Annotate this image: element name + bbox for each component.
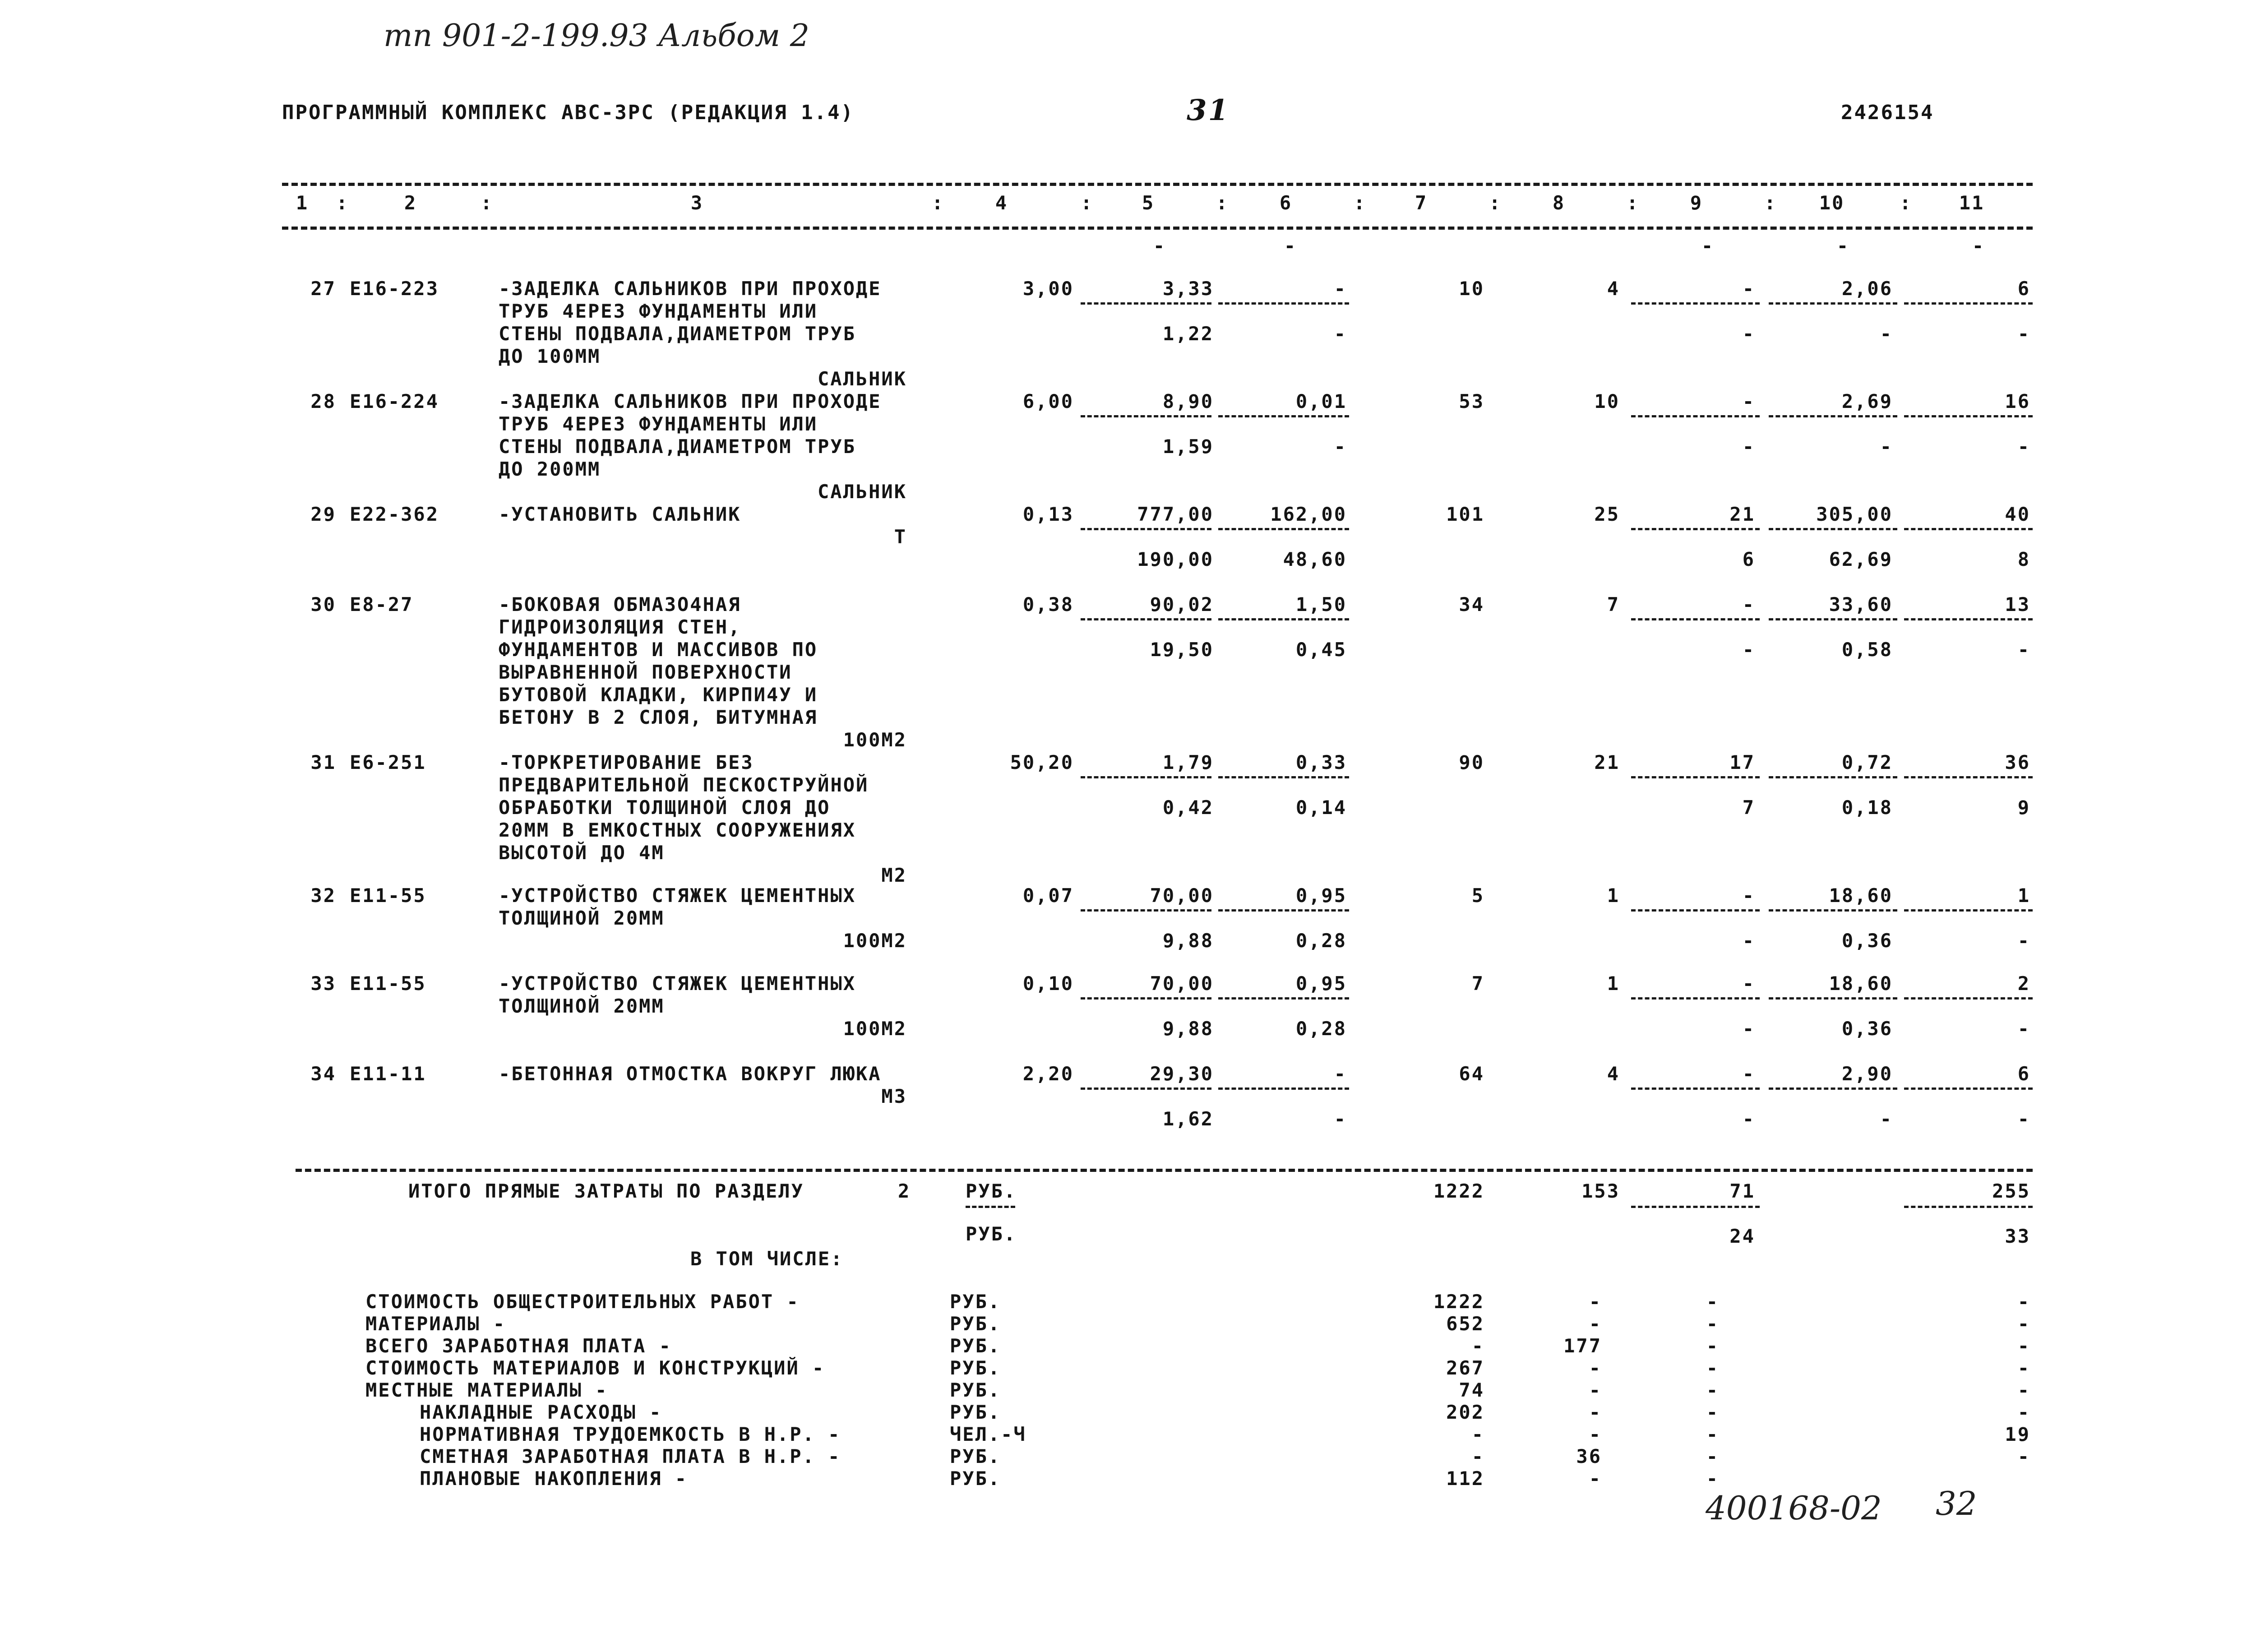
- row-unit: 100М2: [843, 1018, 907, 1040]
- wages-cost: 4: [1607, 1063, 1620, 1085]
- wages-cost: 1: [1607, 884, 1620, 907]
- total-cost: 10: [1459, 278, 1484, 300]
- handwritten-title: тп 901-2-199.93 Альбом 2: [384, 18, 809, 54]
- column-number: 11: [1959, 192, 1985, 214]
- row-description: ДО 100ММ: [499, 345, 601, 367]
- labor-total: 6: [2017, 278, 2030, 300]
- labor-total-machinists: -: [2017, 1108, 2030, 1130]
- labor-hours-machinists: 0,58: [1841, 639, 1893, 661]
- unit-cost-machine-wages: 0,14: [1295, 796, 1347, 819]
- labor-hours: 0,72: [1841, 751, 1893, 773]
- breakdown-total: 1222: [1433, 1291, 1484, 1313]
- column-separator: :: [1627, 192, 1640, 214]
- wages-cost: 10: [1594, 390, 1620, 412]
- breakdown-total: -: [1471, 1335, 1484, 1357]
- column-separator: :: [481, 192, 494, 214]
- top-dash: -: [1153, 235, 1166, 257]
- fraction-rule: [1218, 302, 1349, 305]
- row-description: СТЕНЫ ПОДВАЛА,ДИАМЕТРОМ ТРУБ: [499, 323, 856, 345]
- machine-wages: -: [1742, 930, 1755, 952]
- qty-value: 50,20: [1010, 751, 1074, 773]
- row-unit: М3: [881, 1085, 907, 1107]
- top-dash: -: [1284, 235, 1297, 257]
- document-code: 2426154: [1841, 101, 1934, 124]
- row-number: 29: [310, 503, 336, 525]
- labor-hours: 18,60: [1829, 972, 1893, 995]
- unit-cost-machines: 0,01: [1295, 390, 1347, 412]
- unit-cost-machines: 1,50: [1295, 593, 1347, 615]
- fraction-rule: [1769, 528, 1897, 530]
- fraction-rule: [1904, 302, 2033, 305]
- top-dash: -: [1972, 235, 1985, 257]
- unit-cost-machines: -: [1334, 278, 1347, 300]
- fraction-rule: [1081, 618, 1211, 620]
- unit-cost-total: 3,33: [1162, 278, 1214, 300]
- breakdown-unit: РУБ.: [950, 1291, 1001, 1313]
- row-description: ВЫСОТОЙ ДО 4М: [499, 842, 665, 864]
- unit-cost-wages: 1,22: [1162, 323, 1214, 345]
- fraction-rule: [1081, 776, 1211, 778]
- breakdown-labor: -: [2017, 1313, 2030, 1335]
- top-dash: -: [1836, 235, 1850, 257]
- fraction-rule: [1631, 997, 1760, 1000]
- breakdown-total: 202: [1446, 1401, 1484, 1423]
- breakdown-wages: 36: [1576, 1445, 1602, 1467]
- unit-cost-total: 1,79: [1162, 751, 1214, 773]
- unit-cost-machines: 0,95: [1295, 884, 1347, 907]
- row-unit: САЛЬНИК: [817, 368, 907, 390]
- column-separator: :: [1489, 192, 1502, 214]
- breakdown-total: 652: [1446, 1313, 1484, 1335]
- total-cost: 7: [1471, 972, 1484, 995]
- row-code: Е11-55: [350, 972, 426, 995]
- fraction-rule: [1904, 909, 2033, 912]
- fraction-rule: [1904, 1206, 2033, 1208]
- row-description: ГИДРОИЗОЛЯЦИЯ СТЕН,: [499, 616, 741, 638]
- column-number: 3: [690, 192, 704, 214]
- row-description: ВЫРАВНЕННОЙ ПОВЕРХНОСТИ: [499, 661, 792, 683]
- row-description: БЕТОНУ В 2 СЛОЯ, БИТУМНАЯ: [499, 706, 818, 728]
- breakdown-machines: -: [1706, 1313, 1719, 1335]
- machine-wages: 6: [1742, 548, 1755, 570]
- unit-cost-total: 70,00: [1150, 972, 1214, 995]
- row-number: 33: [310, 972, 336, 995]
- total-cost: 34: [1459, 593, 1484, 615]
- breakdown-machines: -: [1706, 1445, 1719, 1467]
- fraction-rule: [1904, 528, 2033, 530]
- row-number: 27: [310, 278, 336, 300]
- totals-unit: РУБ.: [966, 1180, 1017, 1202]
- unit-cost-wages: 1,62: [1162, 1108, 1214, 1130]
- totals-machine-wages: 24: [1729, 1225, 1755, 1247]
- fraction-rule: [1631, 415, 1760, 417]
- row-code: Е11-11: [350, 1063, 426, 1085]
- fraction-rule: [1904, 415, 2033, 417]
- breakdown-total: 74: [1459, 1379, 1484, 1401]
- labor-total: 1: [2017, 884, 2030, 907]
- machine-cost: -: [1742, 972, 1755, 995]
- row-description: ПРЕДВАРИТЕЛЬНОЙ ПЕСКОСТРУЙНОЙ: [499, 774, 869, 796]
- fraction-rule: [1769, 909, 1897, 912]
- fraction-rule: [1904, 776, 2033, 778]
- breakdown-unit: РУБ.: [950, 1313, 1001, 1335]
- qty-value: 6,00: [1022, 390, 1074, 412]
- breakdown-label: МЕСТНЫЕ МАТЕРИАЛЫ -: [365, 1379, 608, 1401]
- row-unit: 100М2: [843, 930, 907, 952]
- breakdown-labor: -: [2017, 1401, 2030, 1423]
- column-number: 4: [995, 192, 1008, 214]
- unit-cost-total: 90,02: [1150, 593, 1214, 615]
- header-bottom-rule: [282, 227, 2033, 230]
- totals-unit: РУБ.: [966, 1223, 1017, 1245]
- breakdown-total: -: [1471, 1423, 1484, 1445]
- fraction-rule: [1769, 618, 1897, 620]
- fraction-rule: [1218, 415, 1349, 417]
- breakdown-unit: РУБ.: [950, 1401, 1001, 1423]
- row-number: 31: [310, 751, 336, 773]
- row-description: -УСТАНОВИТЬ САЛЬНИК: [499, 503, 741, 525]
- fraction-rule: [1769, 302, 1897, 305]
- labor-hours-machinists: 62,69: [1829, 548, 1893, 570]
- totals-total-cost: 1222: [1433, 1180, 1484, 1202]
- qty-value: 0,10: [1022, 972, 1074, 995]
- breakdown-wages: -: [1589, 1357, 1602, 1379]
- unit-cost-machine-wages: 0,45: [1295, 639, 1347, 661]
- row-number: 32: [310, 884, 336, 907]
- unit-cost-machines: -: [1334, 1063, 1347, 1085]
- row-code: Е16-224: [350, 390, 439, 412]
- labor-total-machinists: 9: [2017, 796, 2030, 819]
- fraction-rule: [1769, 415, 1897, 417]
- fraction-rule: [1081, 1087, 1211, 1090]
- top-dash: -: [1701, 235, 1715, 257]
- fraction-rule: [1769, 776, 1897, 778]
- labor-total: 6: [2017, 1063, 2030, 1085]
- machine-cost: -: [1742, 593, 1755, 615]
- totals-labor-machinists: 33: [2005, 1225, 2030, 1247]
- labor-hours: 18,60: [1829, 884, 1893, 907]
- breakdown-label: МАТЕРИАЛЫ -: [365, 1313, 506, 1335]
- total-cost: 5: [1471, 884, 1484, 907]
- fraction-rule: [1218, 909, 1349, 912]
- totals-labor: 255: [1992, 1180, 2030, 1202]
- unit-cost-wages: 19,50: [1150, 639, 1214, 661]
- fraction-rule: [1218, 618, 1349, 620]
- row-unit: Т: [894, 526, 907, 548]
- column-separator: :: [1900, 192, 1913, 214]
- unit-cost-wages: 9,88: [1162, 1018, 1214, 1040]
- labor-hours-machinists: 0,36: [1841, 1018, 1893, 1040]
- row-description: ТОЛЩИНОЙ 20ММ: [499, 995, 665, 1017]
- row-number: 34: [310, 1063, 336, 1085]
- breakdown-wages: -: [1589, 1313, 1602, 1335]
- labor-total-machinists: 8: [2017, 548, 2030, 570]
- total-cost: 101: [1446, 503, 1484, 525]
- row-unit: М2: [881, 864, 907, 886]
- unit-cost-machine-wages: 0,28: [1295, 1018, 1347, 1040]
- fraction-rule: [1081, 528, 1211, 530]
- column-number: 1: [296, 192, 309, 214]
- machine-cost: -: [1742, 390, 1755, 412]
- total-cost: 90: [1459, 751, 1484, 773]
- totals-rule: [296, 1169, 2033, 1172]
- labor-hours-machinists: 0,18: [1841, 796, 1893, 819]
- breakdown-wages: -: [1589, 1291, 1602, 1313]
- row-description: ДО 200ММ: [499, 458, 601, 480]
- unit-cost-machine-wages: -: [1334, 1108, 1347, 1130]
- labor-total: 2: [2017, 972, 2030, 995]
- total-cost: 53: [1459, 390, 1484, 412]
- fraction-rule: [1769, 1087, 1897, 1090]
- qty-value: 2,20: [1022, 1063, 1074, 1085]
- totals-machines: 71: [1729, 1180, 1755, 1202]
- labor-hours: 2,69: [1841, 390, 1893, 412]
- fraction-rule: [1769, 997, 1897, 1000]
- machine-cost: -: [1742, 278, 1755, 300]
- machine-cost: -: [1742, 884, 1755, 907]
- breakdown-labor: -: [2017, 1291, 2030, 1313]
- row-number: 28: [310, 390, 336, 412]
- machine-wages: -: [1742, 1108, 1755, 1130]
- row-description: -БОКОВАЯ ОБМАЗО4НАЯ: [499, 593, 741, 615]
- labor-hours-machinists: 0,36: [1841, 930, 1893, 952]
- fraction-rule: [1081, 415, 1211, 417]
- row-unit: 100М2: [843, 729, 907, 751]
- breakdown-labor: -: [2017, 1357, 2030, 1379]
- totals-wages: 153: [1581, 1180, 1620, 1202]
- row-code: Е6-251: [350, 751, 426, 773]
- machine-cost: -: [1742, 1063, 1755, 1085]
- column-number: 8: [1552, 192, 1566, 214]
- unit-cost-total: 777,00: [1137, 503, 1214, 525]
- including-label: В ТОМ ЧИСЛЕ:: [690, 1248, 844, 1270]
- unit-cost-machine-wages: 48,60: [1283, 548, 1347, 570]
- column-separator: :: [932, 192, 945, 214]
- breakdown-machines: -: [1706, 1357, 1719, 1379]
- breakdown-total: 267: [1446, 1357, 1484, 1379]
- fraction-rule: [1904, 997, 2033, 1000]
- unit-rule: [966, 1206, 1015, 1208]
- row-unit: САЛЬНИК: [817, 481, 907, 503]
- machine-cost: 17: [1729, 751, 1755, 773]
- breakdown-label: НОРМАТИВНАЯ ТРУДОЕМКОСТЬ В Н.Р. -: [420, 1423, 841, 1445]
- column-separator: :: [1354, 192, 1367, 214]
- unit-cost-machines: 162,00: [1270, 503, 1347, 525]
- breakdown-label: ПЛАНОВЫЕ НАКОПЛЕНИЯ -: [420, 1467, 688, 1490]
- machine-wages: -: [1742, 435, 1755, 458]
- wages-cost: 1: [1607, 972, 1620, 995]
- unit-cost-wages: 9,88: [1162, 930, 1214, 952]
- column-number: 10: [1819, 192, 1845, 214]
- column-separator: :: [336, 192, 349, 214]
- labor-hours-machinists: -: [1880, 435, 1893, 458]
- fraction-rule: [1218, 776, 1349, 778]
- labor-hours: 2,06: [1841, 278, 1893, 300]
- page-number: 31: [1187, 93, 1230, 127]
- breakdown-wages: 177: [1563, 1335, 1602, 1357]
- fraction-rule: [1081, 302, 1211, 305]
- fraction-rule: [1081, 909, 1211, 912]
- breakdown-wages: -: [1589, 1401, 1602, 1423]
- totals-label: ИТОГО ПРЯМЫЕ ЗАТРАТЫ ПО РАЗДЕЛУ: [408, 1180, 804, 1202]
- row-code: Е8-27: [350, 593, 414, 615]
- unit-cost-wages: 0,42: [1162, 796, 1214, 819]
- column-number: 6: [1279, 192, 1293, 214]
- fraction-rule: [1631, 776, 1760, 778]
- column-number: 2: [404, 192, 417, 214]
- breakdown-label: СТОИМОСТЬ МАТЕРИАЛОВ И КОНСТРУКЦИЙ -: [365, 1357, 825, 1379]
- labor-total: 13: [2005, 593, 2030, 615]
- breakdown-unit: РУБ.: [950, 1357, 1001, 1379]
- row-description: -ЗАДЕЛКА САЛЬНИКОВ ПРИ ПРОХОДЕ: [499, 278, 882, 300]
- unit-cost-machines: 0,33: [1295, 751, 1347, 773]
- labor-total-machinists: -: [2017, 639, 2030, 661]
- column-number: 7: [1415, 192, 1428, 214]
- row-description: ТРУБ 4ЕРЕЗ ФУНДАМЕНТЫ ИЛИ: [499, 413, 818, 435]
- fraction-rule: [1904, 618, 2033, 620]
- labor-hours: 305,00: [1816, 503, 1893, 525]
- row-code: Е11-55: [350, 884, 426, 907]
- labor-hours: 33,60: [1829, 593, 1893, 615]
- fraction-rule: [1631, 302, 1760, 305]
- breakdown-unit: РУБ.: [950, 1379, 1001, 1401]
- column-separator: :: [1764, 192, 1777, 214]
- breakdown-label: ВСЕГО ЗАРАБОТНАЯ ПЛАТА -: [365, 1335, 672, 1357]
- breakdown-machines: -: [1706, 1467, 1719, 1490]
- unit-cost-machine-wages: -: [1334, 323, 1347, 345]
- labor-hours-machinists: -: [1880, 1108, 1893, 1130]
- breakdown-machines: -: [1706, 1423, 1719, 1445]
- unit-cost-wages: 1,59: [1162, 435, 1214, 458]
- labor-hours-machinists: -: [1880, 323, 1893, 345]
- breakdown-machines: -: [1706, 1401, 1719, 1423]
- machine-cost: 21: [1729, 503, 1755, 525]
- row-description: -ТОРКРЕТИРОВАНИЕ БЕЗ: [499, 751, 754, 773]
- row-code: Е16-223: [350, 278, 439, 300]
- breakdown-label: НАКЛАДНЫЕ РАСХОДЫ -: [420, 1401, 662, 1423]
- row-description: -УСТРОЙСТВО СТЯЖЕК ЦЕМЕНТНЫХ: [499, 884, 856, 907]
- breakdown-total: -: [1471, 1445, 1484, 1467]
- row-code: Е22-362: [350, 503, 439, 525]
- labor-total-machinists: -: [2017, 323, 2030, 345]
- breakdown-total: 112: [1446, 1467, 1484, 1490]
- breakdown-labor: -: [2017, 1335, 2030, 1357]
- labor-total-machinists: -: [2017, 1018, 2030, 1040]
- labor-total-machinists: -: [2017, 930, 2030, 952]
- wages-cost: 4: [1607, 278, 1620, 300]
- column-separator: :: [1081, 192, 1094, 214]
- qty-value: 0,07: [1022, 884, 1074, 907]
- unit-cost-machines: 0,95: [1295, 972, 1347, 995]
- unit-cost-total: 8,90: [1162, 390, 1214, 412]
- totals-section: 2: [898, 1180, 911, 1202]
- fraction-rule: [1631, 909, 1760, 912]
- fraction-rule: [1218, 528, 1349, 530]
- row-description: ФУНДАМЕНТОВ И МАССИВОВ ПО: [499, 639, 818, 661]
- fraction-rule: [1904, 1087, 2033, 1090]
- breakdown-labor: -: [2017, 1379, 2030, 1401]
- qty-value: 0,38: [1022, 593, 1074, 615]
- column-number: 5: [1142, 192, 1155, 214]
- unit-cost-machine-wages: 0,28: [1295, 930, 1347, 952]
- row-description: -ЗАДЕЛКА САЛЬНИКОВ ПРИ ПРОХОДЕ: [499, 390, 882, 412]
- row-description: БУТОВОЙ КЛАДКИ, КИРПИ4У И: [499, 684, 818, 706]
- program-title: ПРОГРАММНЫЙ КОМПЛЕКС АВС-3РС (РЕДАКЦИЯ 1.4): [282, 101, 855, 124]
- breakdown-unit: ЧЕЛ.-Ч: [950, 1423, 1026, 1445]
- breakdown-unit: РУБ.: [950, 1335, 1001, 1357]
- header-top-rule: [282, 183, 2033, 186]
- breakdown-machines: -: [1706, 1291, 1719, 1313]
- row-description: ОБРАБОТКИ ТОЛЩИНОЙ СЛОЯ ДО: [499, 796, 831, 819]
- fraction-rule: [1218, 997, 1349, 1000]
- row-description: -УСТРОЙСТВО СТЯЖЕК ЦЕМЕНТНЫХ: [499, 972, 856, 995]
- labor-total: 16: [2005, 390, 2030, 412]
- labor-hours: 2,90: [1841, 1063, 1893, 1085]
- labor-total: 36: [2005, 751, 2030, 773]
- wages-cost: 25: [1594, 503, 1620, 525]
- breakdown-labor: -: [2017, 1445, 2030, 1467]
- fraction-rule: [1631, 618, 1760, 620]
- unit-cost-total: 29,30: [1150, 1063, 1214, 1085]
- row-number: 30: [310, 593, 336, 615]
- fraction-rule: [1081, 997, 1211, 1000]
- wages-cost: 21: [1594, 751, 1620, 773]
- breakdown-machines: -: [1706, 1379, 1719, 1401]
- breakdown-labor: 19: [2005, 1423, 2030, 1445]
- row-description: 20ММ В ЕМКОСТНЫХ СООРУЖЕНИЯХ: [499, 819, 856, 841]
- breakdown-wages: -: [1589, 1379, 1602, 1401]
- breakdown-wages: -: [1589, 1467, 1602, 1490]
- qty-value: 3,00: [1022, 278, 1074, 300]
- row-description: СТЕНЫ ПОДВАЛА,ДИАМЕТРОМ ТРУБ: [499, 435, 856, 458]
- handwritten-bottom-page: 32: [1936, 1485, 1977, 1522]
- fraction-rule: [1631, 1206, 1760, 1208]
- column-number: 9: [1690, 192, 1703, 214]
- total-cost: 64: [1459, 1063, 1484, 1085]
- unit-cost-total: 70,00: [1150, 884, 1214, 907]
- machine-wages: -: [1742, 323, 1755, 345]
- wages-cost: 7: [1607, 593, 1620, 615]
- column-separator: :: [1216, 192, 1229, 214]
- labor-total: 40: [2005, 503, 2030, 525]
- fraction-rule: [1218, 1087, 1349, 1090]
- breakdown-wages: -: [1589, 1423, 1602, 1445]
- machine-wages: -: [1742, 1018, 1755, 1040]
- fraction-rule: [1631, 1087, 1760, 1090]
- machine-wages: 7: [1742, 796, 1755, 819]
- breakdown-unit: РУБ.: [950, 1467, 1001, 1490]
- breakdown-label: СМЕТНАЯ ЗАРАБОТНАЯ ПЛАТА В Н.Р. -: [420, 1445, 841, 1467]
- machine-wages: -: [1742, 639, 1755, 661]
- row-description: ТОЛЩИНОЙ 20ММ: [499, 907, 665, 929]
- handwritten-bottom-code: 400168-02: [1706, 1489, 1882, 1527]
- row-description: ТРУБ 4ЕРЕЗ ФУНДАМЕНТЫ ИЛИ: [499, 300, 818, 322]
- labor-total-machinists: -: [2017, 435, 2030, 458]
- row-description: -БЕТОННАЯ ОТМОСТКА ВОКРУГ ЛЮКА: [499, 1063, 882, 1085]
- qty-value: 0,13: [1022, 503, 1074, 525]
- unit-cost-machine-wages: -: [1334, 435, 1347, 458]
- unit-cost-wages: 190,00: [1137, 548, 1214, 570]
- breakdown-machines: -: [1706, 1335, 1719, 1357]
- breakdown-label: СТОИМОСТЬ ОБЩЕСТРОИТЕЛЬНЫХ РАБОТ -: [365, 1291, 800, 1313]
- fraction-rule: [1631, 528, 1760, 530]
- breakdown-unit: РУБ.: [950, 1445, 1001, 1467]
